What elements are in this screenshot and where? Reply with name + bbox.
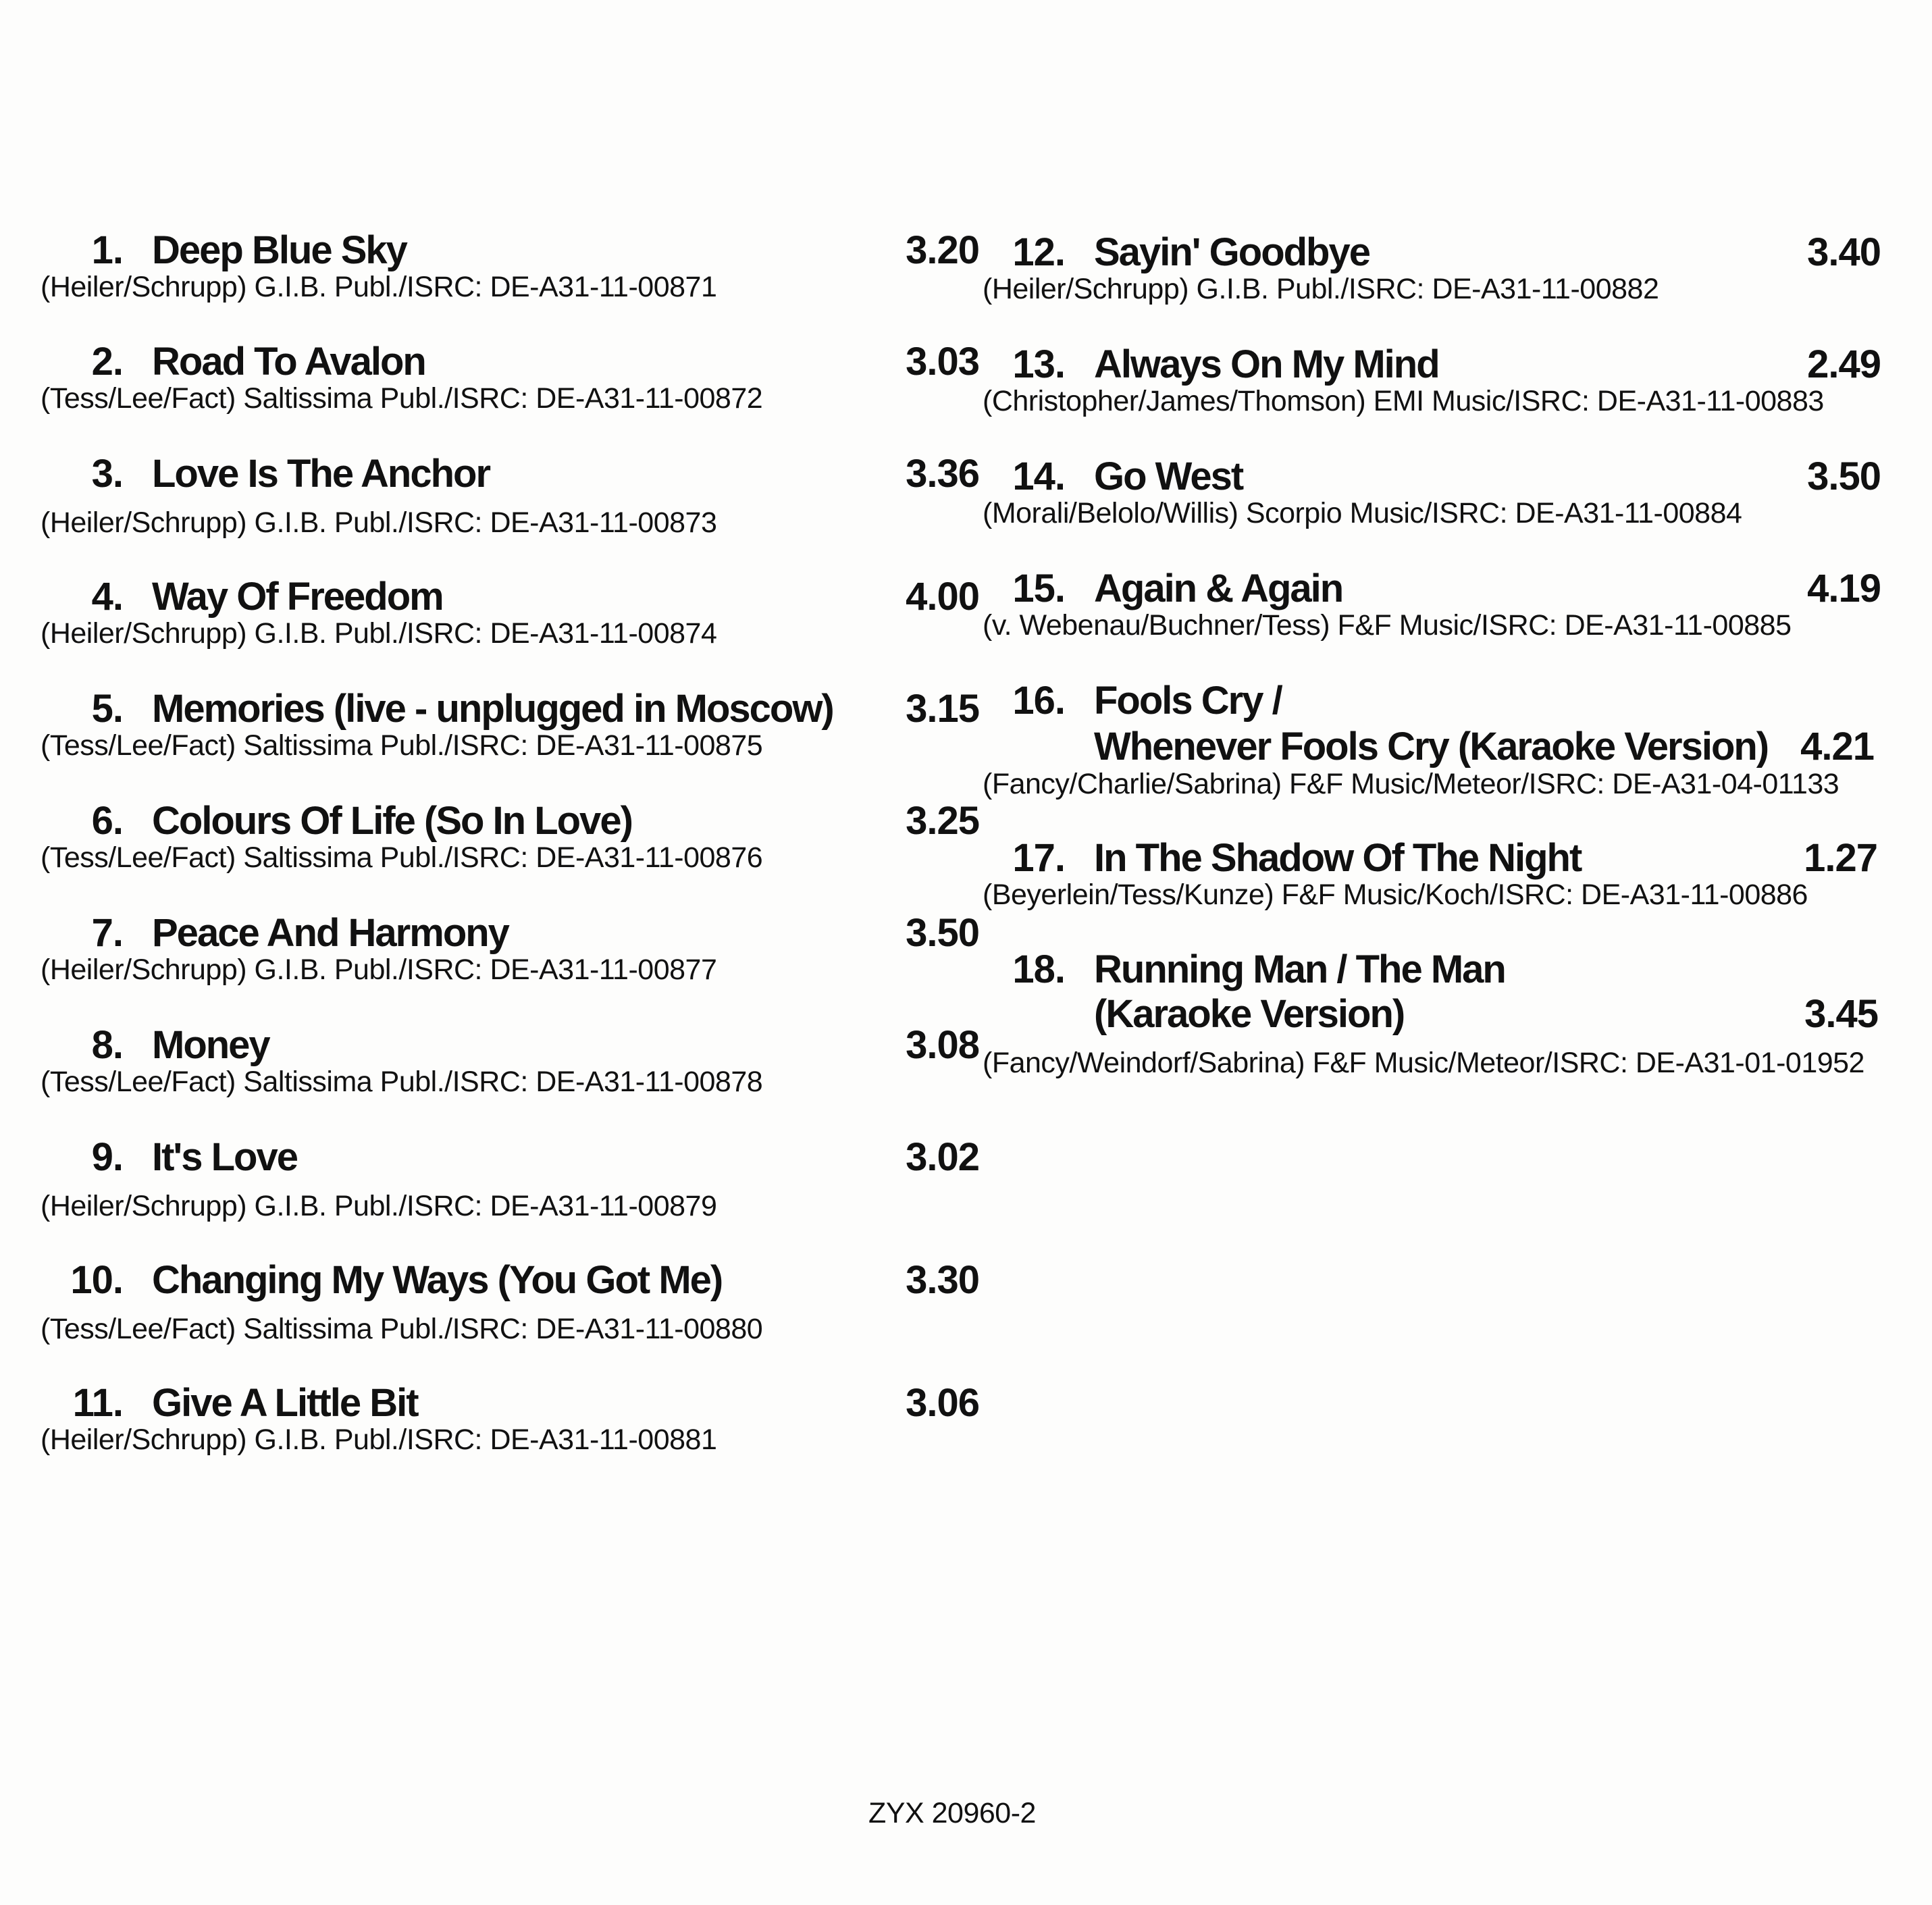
track-10 [41,1258,979,1353]
track-17 [983,836,1881,917]
track-duration: 3.45 [1804,992,1878,1036]
track-credit: (Morali/Belolo/Willis) Scorpio Music/ISRC: DE-A31-11-00884 [983,497,1742,529]
track-12 [983,230,1881,311]
track-number: 5. [91,687,123,731]
track-number: 8. [91,1023,123,1067]
track-duration: 2.49 [1807,342,1881,386]
track-number: 18. [1012,947,1065,991]
track-credit: (Heiler/Schrupp) G.I.B. Publ./ISRC: DE-A31-11-00873 [41,506,717,539]
track-credit: (Tess/Lee/Fact) Saltissima Publ./ISRC: DE-A31-11-00876 [41,841,763,874]
track-number: 16. [1012,679,1065,723]
track-duration: 3.03 [906,340,979,384]
track-number: 7. [91,911,123,955]
track-title: Fools Cry / [1094,679,1282,723]
track-duration: 3.06 [906,1381,979,1425]
track-duration: 1.27 [1804,836,1877,880]
track-title: Give A Little Bit [152,1381,418,1425]
track-number: 1. [91,228,123,272]
catalog-number: ZYX 20960-2 [868,1797,1036,1829]
track-title: Sayin' Goodbye [1094,230,1369,274]
track-title: Love Is The Anchor [152,452,490,496]
track-title: Colours Of Life (So In Love) [152,799,632,843]
track-1 [41,228,979,309]
track-duration: 4.19 [1807,567,1881,610]
track-title: Peace And Harmony [152,911,508,955]
track-duration: 3.20 [906,228,979,272]
track-number: 13. [1012,342,1065,386]
track-number: 10. [70,1258,123,1302]
track-credit: (v. Webenau/Buchner/Tess) F&F Music/ISRC: DE-A31-11-00885 [983,609,1792,642]
track-15 [983,567,1881,648]
track-credit: (Fancy/Weindorf/Sabrina) F&F Music/Meteor/ISRC: DE-A31-01-01952 [983,1047,1864,1079]
track-number: 9. [91,1135,123,1179]
track-duration: 3.02 [906,1135,979,1179]
track-duration: 3.25 [906,799,979,843]
track-duration: 3.36 [906,452,979,496]
track-number: 17. [1012,836,1065,880]
track-credit: (Tess/Lee/Fact) Saltissima Publ./ISRC: DE-A31-11-00872 [41,382,763,415]
track-11 [41,1381,979,1462]
track-title: Changing My Ways (You Got Me) [152,1258,723,1302]
track-title-line-2: Whenever Fools Cry (Karaoke Version) [1094,725,1769,768]
track-18 [983,947,1881,1089]
track-duration: 3.08 [906,1023,979,1067]
track-9 [41,1135,979,1230]
track-7 [41,911,979,992]
track-credit: (Heiler/Schrupp) G.I.B. Publ./ISRC: DE-A31-11-00881 [41,1424,717,1456]
track-duration: 3.50 [1807,454,1881,498]
track-credit: (Christopher/James/Thomson) EMI Music/ISRC: DE-A31-11-00883 [983,385,1824,417]
track-3 [41,452,979,546]
track-number: 15. [1012,567,1065,610]
track-duration: 3.50 [906,911,979,955]
track-credit: (Fancy/Charlie/Sabrina) F&F Music/Meteor/ISRC: DE-A31-04-01133 [983,768,1839,800]
track-title: Memories (live - unplugged in Moscow) [152,687,833,731]
track-title: Deep Blue Sky [152,228,407,272]
track-duration: 3.15 [906,687,979,731]
track-2 [41,340,979,421]
track-credit: (Tess/Lee/Fact) Saltissima Publ./ISRC: DE-A31-11-00875 [41,729,763,762]
track-number: 14. [1012,454,1065,498]
track-title: Always On My Mind [1094,342,1439,386]
track-title: Road To Avalon [152,340,425,384]
track-credit: (Heiler/Schrupp) G.I.B. Publ./ISRC: DE-A31-11-00882 [983,273,1659,305]
track-13 [983,342,1881,423]
track-title: Running Man / The Man [1094,947,1505,991]
track-credit: (Heiler/Schrupp) G.I.B. Publ./ISRC: DE-A31-11-00877 [41,954,717,986]
track-number: 2. [91,340,123,384]
track-title: Way Of Freedom [152,575,443,619]
track-8 [41,1023,979,1104]
track-number: 6. [91,799,123,843]
track-4 [41,575,979,656]
track-title: Go West [1094,454,1243,498]
track-duration: 3.30 [906,1258,979,1302]
track-5 [41,687,979,768]
track-credit: (Beyerlein/Tess/Kunze) F&F Music/Koch/ISRC: DE-A31-11-00886 [983,879,1808,911]
track-credit: (Tess/Lee/Fact) Saltissima Publ./ISRC: DE-A31-11-00880 [41,1313,763,1345]
track-title-line-2: (Karaoke Version) [1094,992,1405,1036]
track-title: Again & Again [1094,567,1343,610]
track-number: 3. [91,452,123,496]
track-title: Money [152,1023,269,1067]
track-credit: (Heiler/Schrupp) G.I.B. Publ./ISRC: DE-A31-11-00871 [41,271,717,303]
track-number: 11. [72,1381,123,1425]
track-credit: (Tess/Lee/Fact) Saltissima Publ./ISRC: DE-A31-11-00878 [41,1066,763,1098]
track-6 [41,799,979,880]
track-title: In The Shadow Of The Night [1094,836,1582,880]
track-number: 4. [91,575,123,619]
track-credit: (Heiler/Schrupp) G.I.B. Publ./ISRC: DE-A31-11-00879 [41,1190,717,1222]
track-16 [983,679,1881,807]
track-14 [983,454,1881,536]
track-credit: (Heiler/Schrupp) G.I.B. Publ./ISRC: DE-A31-11-00874 [41,617,717,650]
track-duration: 3.40 [1807,230,1881,274]
track-duration: 4.21 [1800,725,1874,768]
track-number: 12. [1012,230,1065,274]
track-title: It's Love [152,1135,297,1179]
track-duration: 4.00 [906,575,979,619]
